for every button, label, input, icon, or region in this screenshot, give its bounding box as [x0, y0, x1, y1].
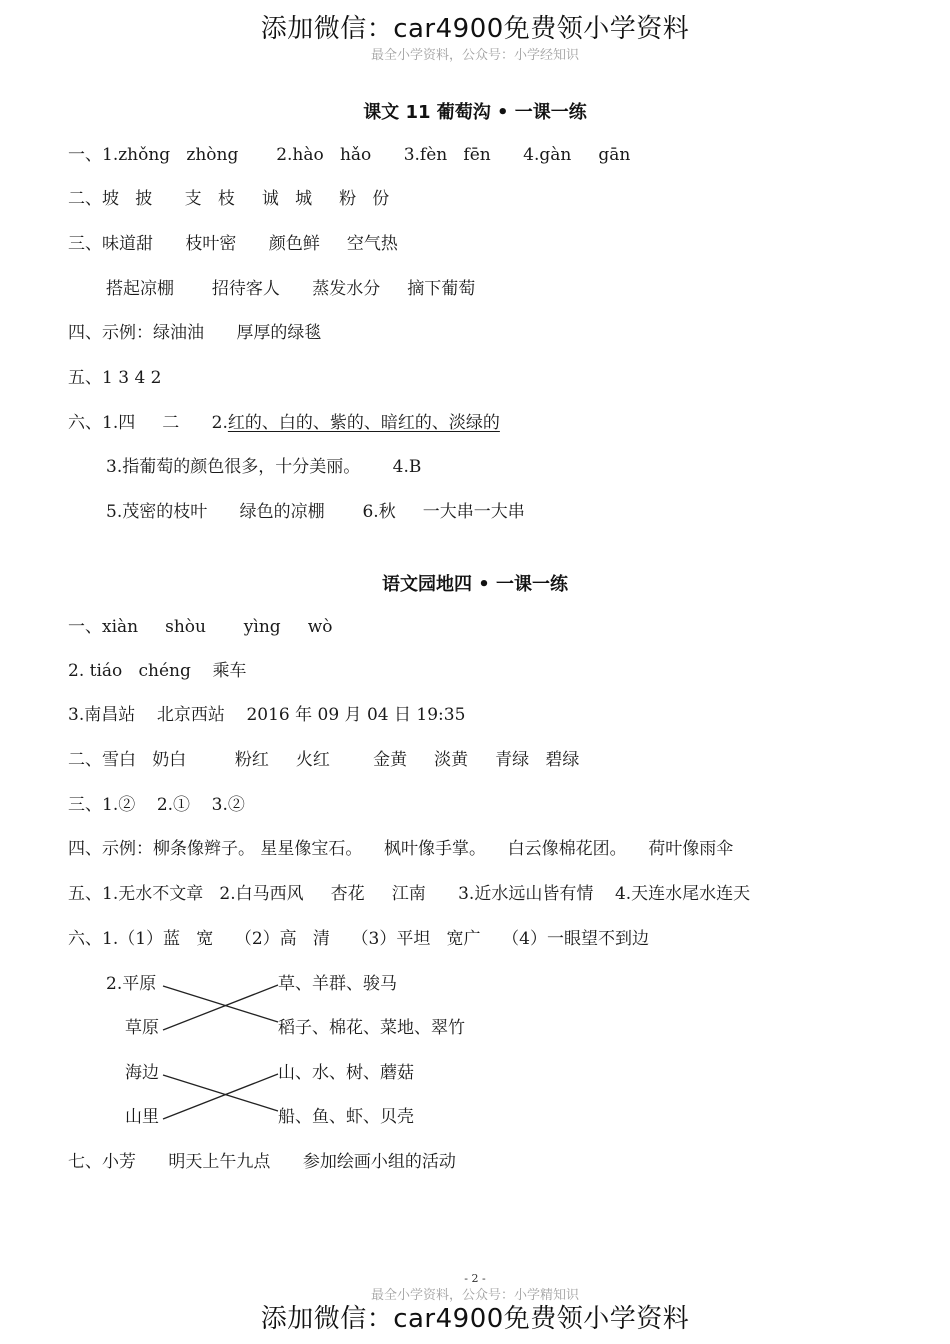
s1-q6-prefix: 六、1.四 二 2. — [68, 413, 228, 433]
match-left-1: 2.平原 — [106, 974, 157, 994]
s1-q1: 一、1.zhǒng zhòng 2.hào hǎo 3.fèn fēn 4.gàn gān — [68, 145, 631, 165]
footer-ghost-text: 最全小学资料，公众号：小学精知识 — [370, 1288, 579, 1303]
s1-q6-underlined: 红的、白的、紫的、暗红的、淡绿的 — [227, 413, 500, 433]
s2-l2: 2. tiáo chéng 乘车 — [68, 661, 247, 681]
s2-l3: 3.南昌站 北京西站 2016 年 09 月 04 日 19:35 — [68, 705, 466, 725]
page-number: - 2 - — [464, 1272, 486, 1285]
s2-l1: 一、xiàn shòu yìng wò — [68, 617, 333, 637]
match-left-3: 海边 — [125, 1063, 159, 1083]
match-left-4: 山里 — [125, 1107, 159, 1127]
match-right-3: 山、水、树、蘑菇 — [278, 1063, 414, 1083]
s1-q3a: 三、味道甜 枝叶密 颜色鲜 空气热 — [68, 234, 398, 254]
match-right-4: 船、鱼、虾、贝壳 — [278, 1107, 414, 1127]
header-ghost-text: 最全小学资料，公众号：小学经知识 — [370, 48, 579, 63]
match-right-2: 稻子、棉花、菜地、翠竹 — [278, 1018, 465, 1038]
top-watermark: 添加微信：car4900免费领小学资料 — [260, 14, 690, 44]
match-left-2: 草原 — [125, 1018, 159, 1038]
s1-q4: 四、示例：绿油油 厚厚的绿毯 — [68, 323, 322, 343]
s2-l6: 四、示例：柳条像辫子。 星星像宝石。 枫叶像手掌。 白云像棉花团。 荷叶像雨伞 — [68, 839, 734, 859]
section2-title: 语文园地四 • 一课一练 — [381, 574, 569, 595]
s2-l7: 五、1.无水不文章 2.白马西风 杏花 江南 3.近水远山皆有情 4.天连水尾水连天 — [68, 884, 751, 904]
s1-q5: 五、1 3 4 2 — [68, 368, 162, 388]
s1-q6c: 5.茂密的枝叶 绿色的凉棚 6.秋 一大串一大串 — [106, 502, 525, 522]
s2-l8: 六、1.（1）蓝 宽 （2）高 清 （3）平坦 宽广 （4）一眼望不到边 — [68, 929, 649, 949]
bottom-watermark: 添加微信：car4900免费领小学资料 — [260, 1304, 690, 1334]
s2-l4: 二、雪白 奶白 粉红 火红 金黄 淡黄 青绿 碧绿 — [68, 750, 580, 770]
s2-l5: 三、1.② 2.① 3.② — [68, 795, 245, 815]
s1-q2: 二、坡 披 支 枝 诚 城 粉 份 — [68, 189, 390, 209]
s1-q3b: 搭起凉棚 招待客人 蒸发水分 摘下葡萄 — [106, 279, 476, 299]
section1-title: 课文 11 葡萄沟 • 一课一练 — [363, 102, 587, 123]
s2-l9: 七、小芳 明天上午九点 参加绘画小组的活动 — [68, 1152, 456, 1172]
match-right-1: 草、羊群、骏马 — [278, 974, 397, 994]
s1-q6b: 3.指葡萄的颜色很多，十分美丽。 4.B — [106, 457, 422, 477]
